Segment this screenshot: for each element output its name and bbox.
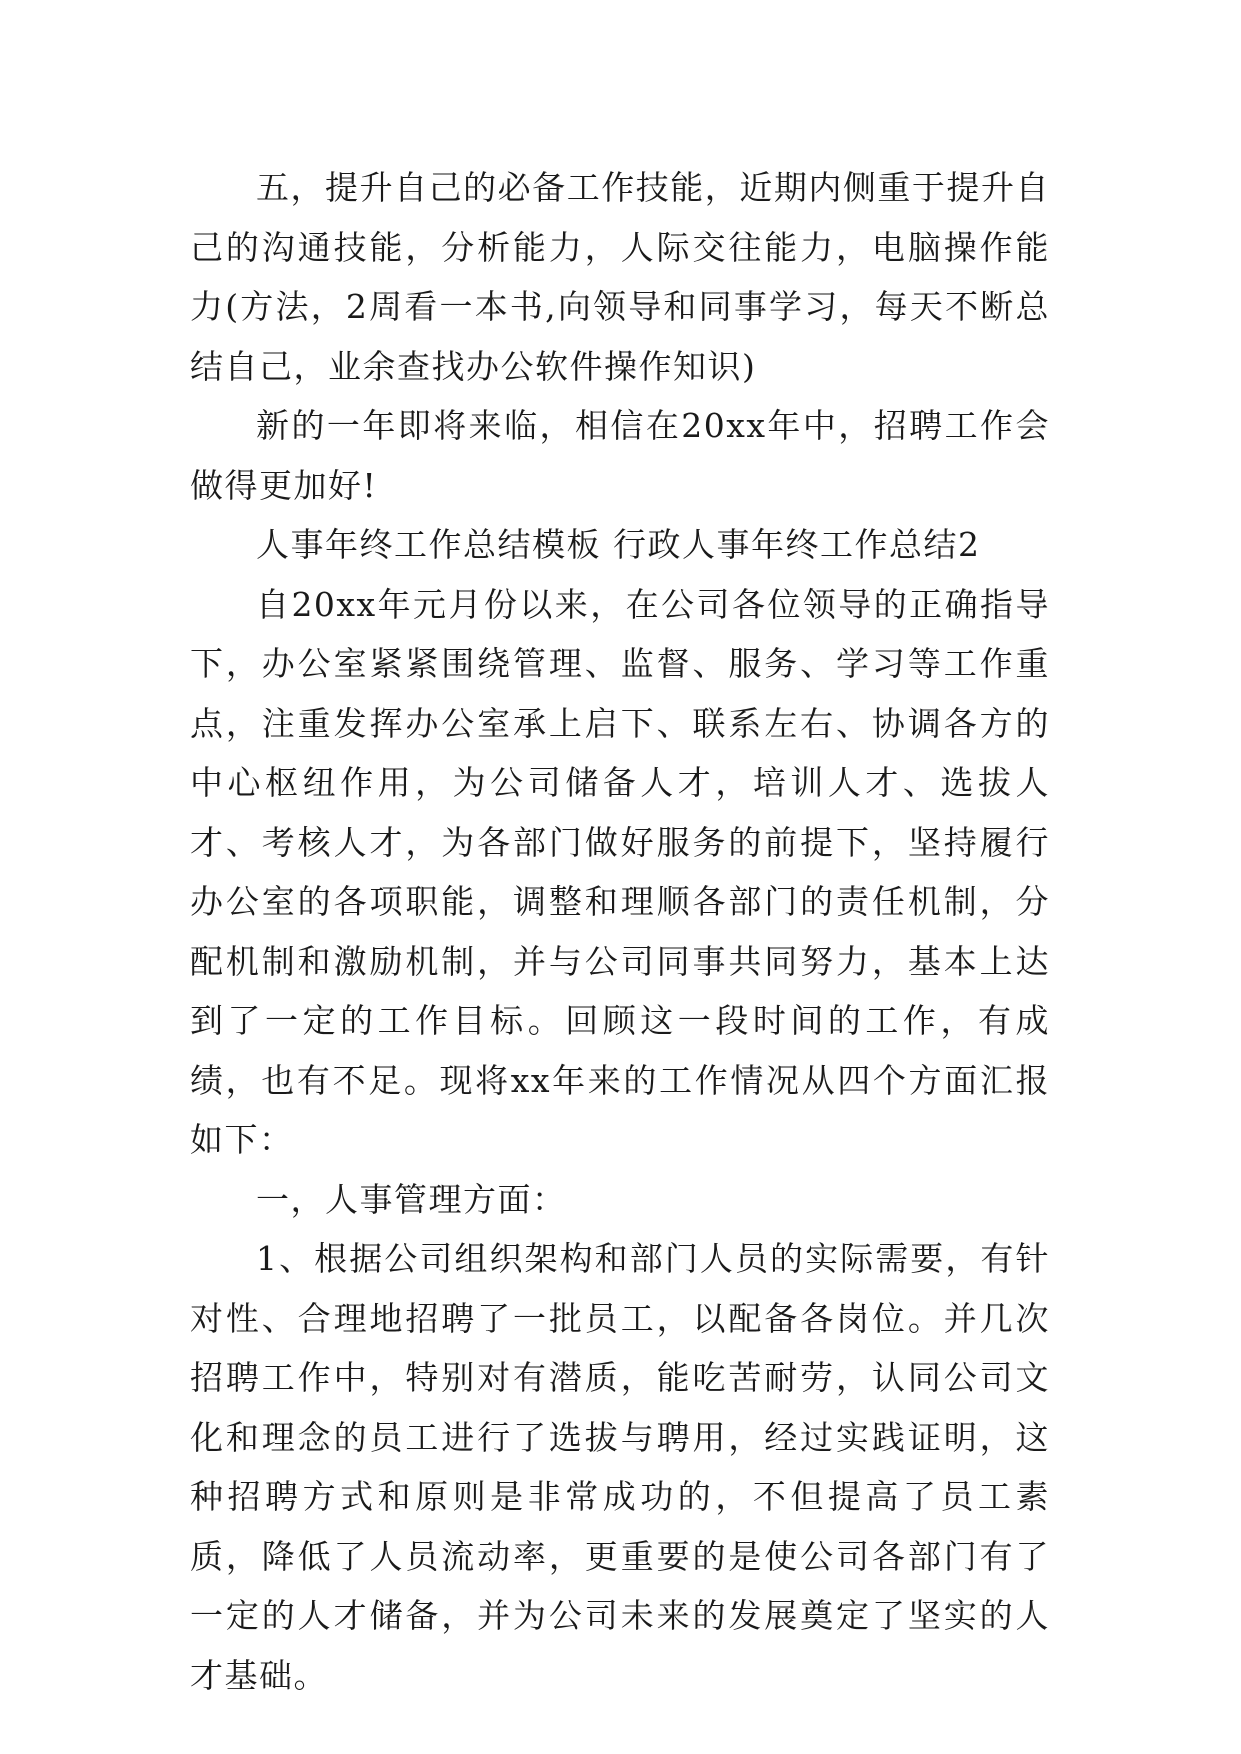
section-heading-hr: 一，人事管理方面： bbox=[256, 1179, 567, 1219]
paragraph-new-year: 新的一年即将来临，相信在20xx年中，招聘工作会做得更加好! bbox=[190, 406, 1050, 505]
paragraph-recruitment: 1、根据公司组织架构和部门人员的实际需要，有针对性、合理地招聘了一批员工，以配备各岗位。并几次招聘工作中，特别对有潜质，能吃苦耐劳，认同公司文化和理念的员工进行了选拔与聘用，经过实践证明，这种招聘方式和原则是非常成功的，不但提高了员工素质，降低了人员流动率，更重要的是使公司各部门有了一定的人才储备，并为公司未来的发展奠定了坚实的人才基础。 bbox=[190, 1239, 1050, 1695]
section-title: 人事年终工作总结模板 行政人事年终工作总结2 bbox=[256, 525, 981, 564]
paragraph-intro: 自20xx年元月份以来，在公司各位领导的正确指导下，办公室紧紧围绕管理、监督、服务、学习等工作重点，注重发挥办公室承上启下、联系左右、协调各方的中心枢纽作用，为公司储备人才，培训人才、选拔人才、考核人才，为各部门做好服务的前提下，坚持履行办公室的各项职能，调整和理顺各部门的责任机制，分配机制和激励机制，并与公司同事共同努力，基本上达到了一定的工作目标。回顾这一段时间的工作，有成绩，也有不足。现将xx年来的工作情况从四个方面汇报如下： bbox=[190, 584, 1050, 1159]
paragraph-skills: 五，提升自己的必备工作技能，近期内侧重于提升自己的沟通技能，分析能力，人际交往能力，电脑操作能力(方法，2周看一本书,向领导和同事学习，每天不断总结自己，业余查找办公软件操作知识) bbox=[190, 168, 1050, 386]
document-body bbox=[190, 158, 1050, 1705]
